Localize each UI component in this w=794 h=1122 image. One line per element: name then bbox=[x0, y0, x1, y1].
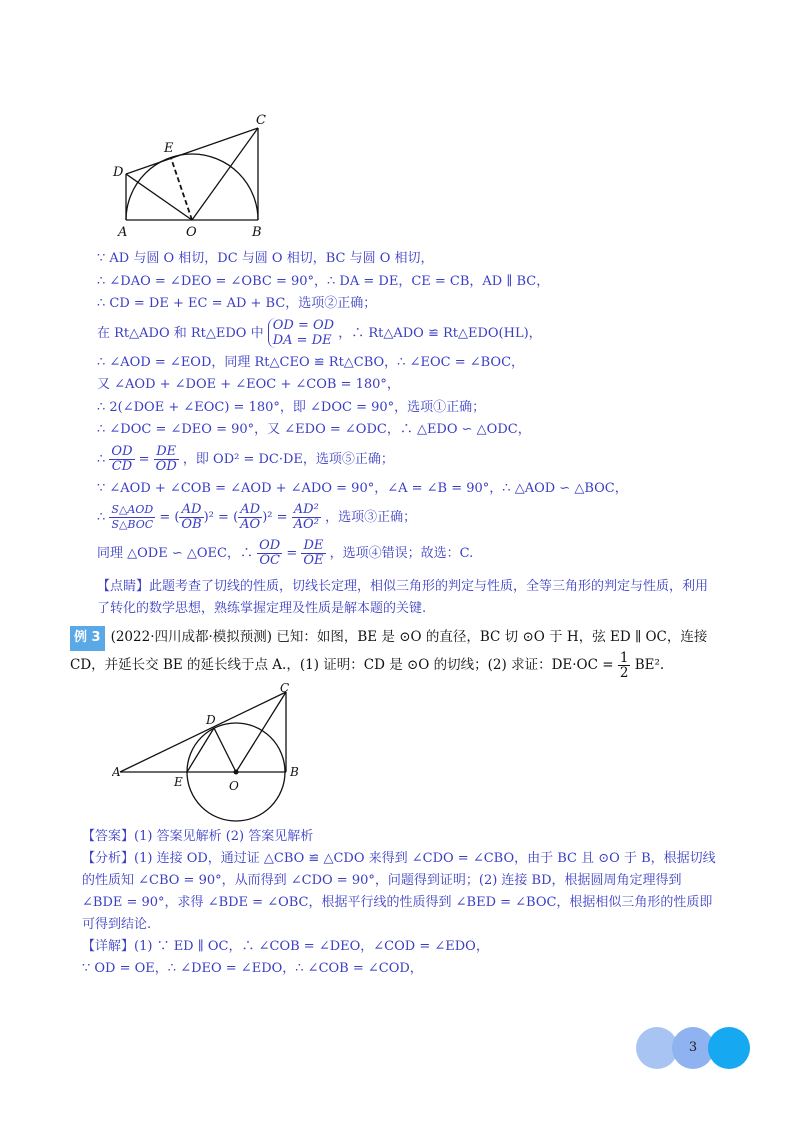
page-number: 3 bbox=[688, 1040, 698, 1055]
example-badge: 例 3 bbox=[70, 626, 105, 651]
label-b: B bbox=[252, 225, 262, 240]
system-row: DA = DE bbox=[272, 333, 332, 348]
label-c: C bbox=[280, 681, 290, 695]
solution-line: ∴ ∠AOD = ∠EOD，同理 Rt△CEO ≌ Rt△CBO，∴ ∠EOC = ∠BOC， bbox=[97, 354, 525, 370]
answer-block bbox=[82, 826, 722, 980]
solution-line-congruence bbox=[97, 316, 717, 352]
tip-text: 此题考查了切线的性质，切线长定理，相似三角形的判定与性质，全等三角形的判定与性质，利用了转化的数学思想，熟练掌握定理及性质是解本题的关键. bbox=[97, 579, 709, 616]
line-ed bbox=[187, 728, 214, 772]
detail-tag: 【详解】 bbox=[82, 939, 135, 954]
label-o: O bbox=[186, 225, 197, 240]
label-c: C bbox=[256, 113, 266, 128]
semicircle bbox=[126, 154, 258, 220]
fraction: $\frac{OD}{CD}$ bbox=[111, 443, 133, 474]
answer-text: (1) 答案见解析 (2) 答案见解析 bbox=[134, 829, 314, 844]
fraction: $\frac{DE}{OE}$ bbox=[303, 538, 324, 568]
solution-text: ，即 OD² = DC·DE，选项⑤正确； bbox=[182, 451, 394, 467]
label-e: E bbox=[174, 775, 183, 789]
solution-line: ∴ 2(∠DOE + ∠EOC) = 180°，即 ∠DOC = 90°，选项①正确； bbox=[97, 399, 486, 415]
answer-tag: 【答案】 bbox=[82, 829, 135, 844]
solution-line-conclusion: 同理 △ODE ∽ △OEC，∴ $\frac{OD}{OC}$ = $\frac{DE}{OE}$ ，选项④错误；故选：C. bbox=[97, 538, 474, 568]
analysis-tag: 【分析】 bbox=[82, 851, 135, 866]
decor-circle bbox=[708, 1027, 750, 1069]
equation-system bbox=[268, 318, 334, 348]
tip-note bbox=[97, 576, 717, 620]
analysis-text: (1) 连接 OD，通过证 △CBO ≌ △CDO 来得到 ∠CDO = ∠CBO，由于 BC 且 ⊙O 于 B，根据切线的性质知 ∠CBO = 90°，从而得到 ∠CDO = 90°，问题得到证明；(2) 连接 BD，根据圆周角定理得到 ∠BDE = 90°，求得 ∠BDE = ∠OBC，根据平行线的性质得到 ∠BED = ∠BOC，根据相似三角形的性质即可得到结论. bbox=[82, 851, 716, 932]
solution-line: ∴ CD = DE + EC = AD + BC，选项②正确； bbox=[97, 296, 377, 311]
solution-text: 在 Rt△ADO 和 Rt△EDO 中 bbox=[97, 325, 264, 341]
fraction: $\frac{DE}{OD}$ bbox=[155, 443, 177, 474]
fraction: $\frac{\text{AD²}}{\text{AO²}}$ bbox=[293, 502, 319, 532]
solution-line: ∵ ∠AOD + ∠COB = ∠AOD + ∠ADO = 90°，∠A = ∠B = 90°，∴ △AOD ∽ △BOC， bbox=[97, 480, 628, 496]
fraction: $\frac{AD}{AO}$ bbox=[240, 502, 261, 532]
solution-line: ∵ AD 与圆 O 相切，DC 与圆 O 相切，BC 与圆 O 相切， bbox=[97, 251, 434, 266]
label-b: B bbox=[290, 765, 299, 779]
label-a: A bbox=[112, 765, 121, 779]
line-dc bbox=[126, 128, 258, 174]
line-od bbox=[126, 174, 192, 220]
fraction: $\frac{\text{S△AOD}}{\text{S△BOC}}$ bbox=[111, 503, 154, 531]
page-number-badge bbox=[636, 1027, 752, 1069]
solution-line-area-ratio: ∴ $\frac{\text{S△AOD}}{\text{S△BOC}}$ = ( $\frac{AD}{OB}$ )² = ( $\frac{AD}{AO}$ )² = $\frac{\text{AD²}}{\text{AO²}}$ ，选项③正确； bbox=[97, 502, 417, 532]
example-tail: BE². bbox=[634, 657, 665, 673]
label-e: E bbox=[164, 141, 174, 156]
label-a: A bbox=[118, 225, 128, 240]
solution-line: 又 ∠AOD + ∠DOE + ∠EOC + ∠COB = 180°， bbox=[97, 377, 400, 392]
solution-line-ratio: ∴ $\frac{OD}{CD}$ = $\frac{DE}{OD}$ ，即 OD² = DC·DE，选项⑤正确； bbox=[97, 443, 394, 474]
label-d: D bbox=[113, 165, 124, 180]
label-d: D bbox=[206, 713, 216, 727]
figure-2-diagram bbox=[112, 680, 312, 826]
solution-block bbox=[97, 248, 717, 620]
solution-text: ，选项③正确； bbox=[325, 510, 417, 525]
line-oc bbox=[192, 128, 258, 220]
center-point bbox=[234, 770, 239, 775]
solution-line: ∴ ∠DOC = ∠DEO = 90°，又 ∠EDO = ∠ODC，∴ △EDO ∽ △ODC， bbox=[97, 422, 531, 437]
analysis-paragraph bbox=[82, 848, 722, 936]
system-row: OD = OD bbox=[272, 318, 335, 333]
solution-text: 同理 △ODE ∽ △OEC，∴ bbox=[97, 546, 253, 561]
answer-line bbox=[82, 826, 722, 848]
line-do bbox=[214, 728, 236, 772]
tip-tag: 【点睛】 bbox=[97, 579, 150, 594]
detail-line: ∵ OD = OE，∴ ∠DEO = ∠EDO，∴ ∠COB = ∠COD， bbox=[82, 961, 423, 976]
fraction-half: $\frac{1}{2}$ bbox=[619, 650, 629, 681]
figure-1-diagram bbox=[112, 108, 272, 240]
line-oe-dashed bbox=[171, 158, 192, 220]
example-3 bbox=[70, 626, 730, 680]
solution-text: ，∴ Rt△ADO ≌ Rt△EDO(HL)， bbox=[338, 325, 542, 341]
label-o: O bbox=[229, 779, 239, 793]
detail-text: (1) ∵ ED ∥ OC，∴ ∠COB = ∠DEO，∠COD = ∠EDO， bbox=[134, 939, 489, 954]
fraction: $\frac{AD}{OB}$ bbox=[181, 502, 202, 532]
solution-text: ，选项④错误；故选：C. bbox=[329, 546, 474, 561]
detail-line bbox=[82, 936, 722, 958]
solution-line: ∴ ∠DAO = ∠DEO = ∠OBC = 90°，∴ DA = DE，CE = CB，AD ∥ BC， bbox=[97, 273, 550, 289]
example-text: 已知：如图，BE 是 ⊙O 的直径，BC 切 ⊙O 于 H，弦 ED ∥ OC，连接 CD，并延长交 BE 的延长线于点 A.，(1) 证明：CD 是 ⊙O 的切线；(2) 求证：DE·OC = bbox=[70, 629, 708, 673]
fraction: $\frac{OD}{OC}$ bbox=[259, 538, 281, 568]
example-source: (2022·四川成都·模拟预测) bbox=[110, 629, 273, 645]
